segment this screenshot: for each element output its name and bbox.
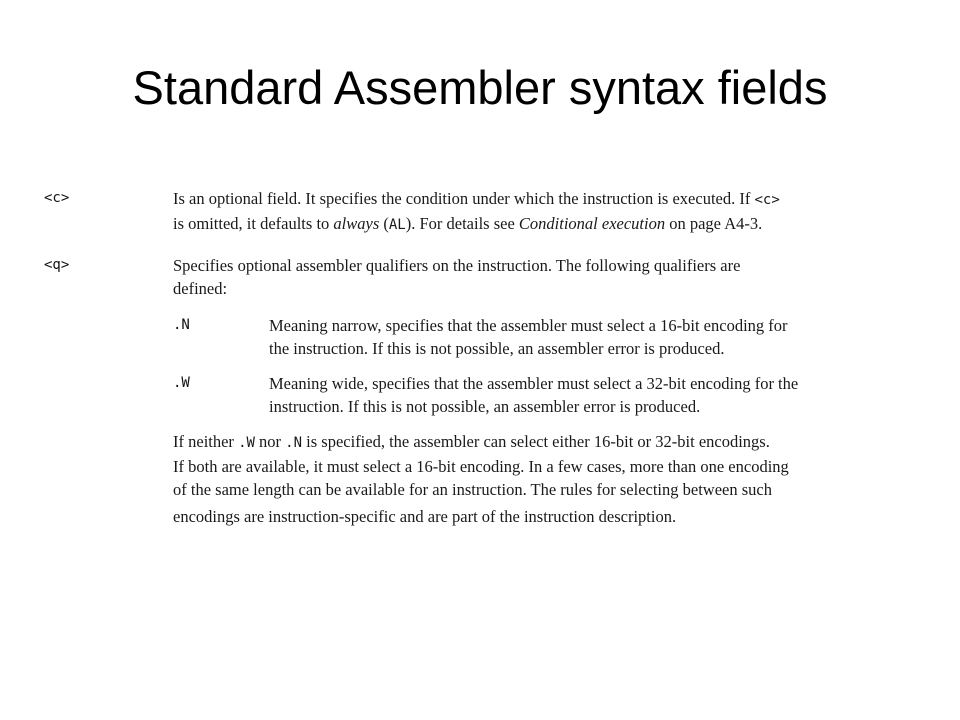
qualifier-note bbox=[173, 430, 933, 528]
field-c-line-1: Is an optional field. It specifies the condition under which the instruction is executed. If <c> bbox=[173, 189, 780, 208]
field-q-intro bbox=[173, 254, 923, 300]
note-line-3: of the same length can be available for an instruction. The rules for selecting between such bbox=[173, 480, 772, 499]
field-name-q: <q> bbox=[44, 257, 70, 273]
note-line-1: If neither .W nor .N is specified, the assembler can select either 16-bit or 32-bit encodings. bbox=[173, 432, 770, 451]
qualifier-n-description bbox=[269, 314, 929, 360]
field-q-intro-line-2: defined: bbox=[173, 279, 228, 298]
field-q-intro-line-1: Specifies optional assembler qualifiers on the instruction. The following qualifiers are bbox=[173, 256, 741, 275]
qualifier-w-line-2: instruction. If this is not possible, an assembler error is produced. bbox=[269, 397, 701, 416]
field-name-c: <c> bbox=[44, 190, 70, 206]
qualifier-w-description bbox=[269, 372, 929, 418]
note-line-4: encodings are instruction-specific and are part of the instruction description. bbox=[173, 507, 677, 526]
slide-title: Standard Assembler syntax fields bbox=[132, 61, 828, 114]
field-c-description bbox=[173, 187, 923, 237]
qualifier-n-line-1: Meaning narrow, specifies that the assembler must select a 16-bit encoding for bbox=[269, 316, 788, 335]
qualifier-n-line-2: the instruction. If this is not possible, an assembler error is produced. bbox=[269, 339, 725, 358]
qualifier-name-n: .N bbox=[173, 317, 190, 333]
field-c-line-2: is omitted, it defaults to always (AL). For details see Conditional execution on page A4-3. bbox=[173, 214, 763, 233]
qualifier-w-line-1: Meaning wide, specifies that the assembler must select a 32-bit encoding for the bbox=[269, 374, 799, 393]
qualifier-name-w: .W bbox=[173, 375, 190, 391]
note-line-2: If both are available, it must select a 16-bit encoding. In a few cases, more than one encoding bbox=[173, 457, 789, 476]
